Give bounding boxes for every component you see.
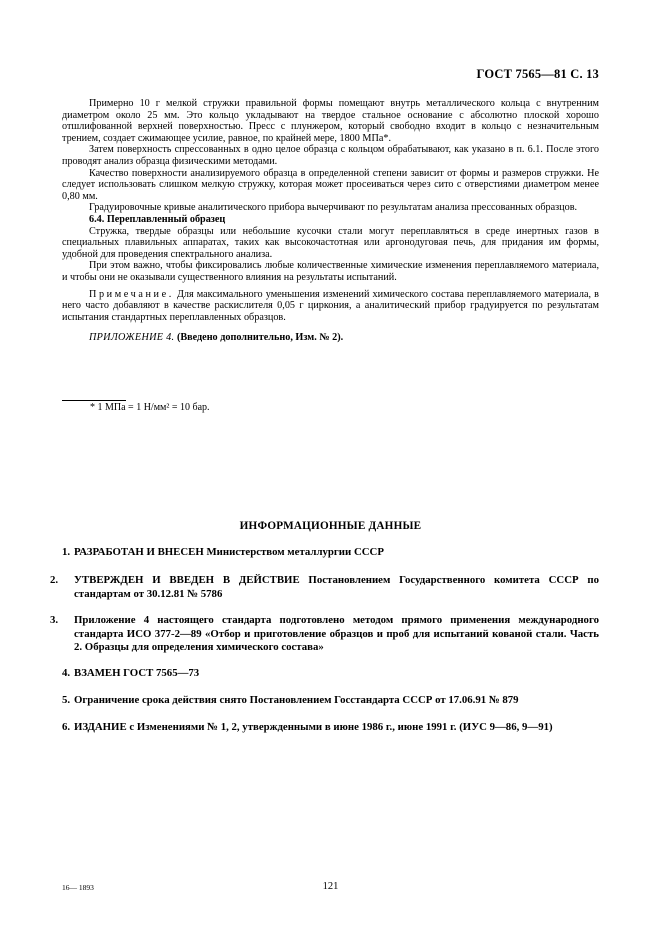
note-label: Примечание.	[89, 288, 174, 300]
info-item-text: Приложение 4 настоящего стандарта подготовлено методом прямого применения международного стандарта ИСО 377-2—89 «Отбор и приготовление образцов и проб для испытаний кованой стали. Часть 2. Образцы для определения химического состава»	[74, 614, 599, 653]
paragraph-surface-quality: Качество поверхности анализируемого образца в определенной степени зависит от формы и размеров стружки. Не следует использовать слишком мелкую стружку, которая может просеиваться через сито с отверстиями диаметром менее 0,80 мм.	[62, 167, 599, 202]
note-text: Для максимального уменьшения изменений химического состава переплавляемого материала, в него часто добавляют в качестве раскислителя 0,05 г циркония, а аналитический прибор градуируется по результатам испытания стандартных переплавленных образцов.	[62, 288, 599, 323]
section-heading-remelted-sample: 6.4. Переплавленный образец	[89, 213, 226, 225]
appendix-line	[62, 332, 599, 344]
appendix-note: (Введено дополнительно, Изм. № 2).	[174, 332, 344, 344]
running-header: ГОСТ 7565—81 С. 13	[476, 67, 599, 81]
info-item-text: РАЗРАБОТАН И ВНЕСЕН Министерством металлургии СССР	[74, 546, 384, 558]
info-item-text: Ограничение срока действия снято Постановлением Госстандарта СССР от 17.06.91 № 879	[74, 694, 519, 706]
info-item-2	[50, 574, 599, 601]
info-item-6	[62, 721, 599, 735]
info-item-number: 1.	[62, 546, 71, 558]
print-mark: 16— 1893	[62, 883, 94, 892]
paragraph-chemical-changes: При этом важно, чтобы фиксировались любые количественные химические изменения переплавляемого материала, и чтобы они не оказывали существенного влияния на результаты испытаний.	[62, 260, 599, 283]
paragraph-calibration-curves: Градуировочные кривые аналитического прибора вычерчивают по результатам анализа прессованных образцов.	[89, 202, 578, 214]
info-item-text: УТВЕРЖДЕН И ВВЕДЕН В ДЕЙСТВИЕ Постановлением Государственного комитета СССР по стандартам от 30.12.81 № 5786	[74, 574, 599, 600]
info-item-5	[62, 694, 599, 708]
paragraph-remelting: Стружка, твердые образцы или небольшие кусочки стали могут переплавляться в среде инертных газов в специальных плавильных аппаратах, таких как высокочастотная или аргонодуговая печь, для придания им формы, удобной для проведения спектрального анализа.	[62, 225, 599, 260]
paragraph-pressed-sample: Примерно 10 г мелкой стружки правильной формы помещают внутрь металлического кольца с внутренним диаметром около 25 мм. Это кольцо укладывают на твердое стальное основание с абсолютно плоской хорошо отшлифованной верхней поверхностью. Пресс с плунжером, который свободно входит в кольцо с незначительным трением, создает сжимающее усилие, равное, по крайней мере, 1800 МПа*.	[62, 98, 599, 144]
info-item-number: 5.	[62, 694, 71, 706]
info-title: ИНФОРМАЦИОННЫЕ ДАННЫЕ	[239, 520, 422, 532]
info-item-number: 6.	[62, 721, 71, 733]
footnote: * 1 МПа = 1 Н/мм² = 10 бар.	[90, 402, 210, 413]
main-text	[62, 98, 599, 344]
note-paragraph	[62, 289, 599, 324]
footnote-divider	[62, 400, 126, 401]
info-item-4	[62, 667, 599, 681]
paragraph-surface-treatment: Затем поверхность спрессованных в одно целое образца с кольцом обрабатывают, как указано в п. 6.1. После этого проводят анализ образца физическими методами.	[62, 144, 599, 167]
info-item-number: 3.	[50, 614, 59, 626]
info-item-1	[62, 546, 599, 560]
page-number: 121	[322, 881, 339, 892]
info-item-text: ИЗДАНИЕ с Изменениями № 1, 2, утвержденными в июне 1986 г., июне 1991 г. (ИУС 9—86, 9—91)	[74, 721, 553, 733]
info-item-text: ВЗАМЕН ГОСТ 7565—73	[74, 667, 200, 679]
info-item-number: 2.	[50, 574, 59, 586]
info-item-3	[50, 614, 599, 655]
info-item-number: 4.	[62, 667, 71, 679]
appendix-label: ПРИЛОЖЕНИЕ 4.	[89, 332, 175, 344]
